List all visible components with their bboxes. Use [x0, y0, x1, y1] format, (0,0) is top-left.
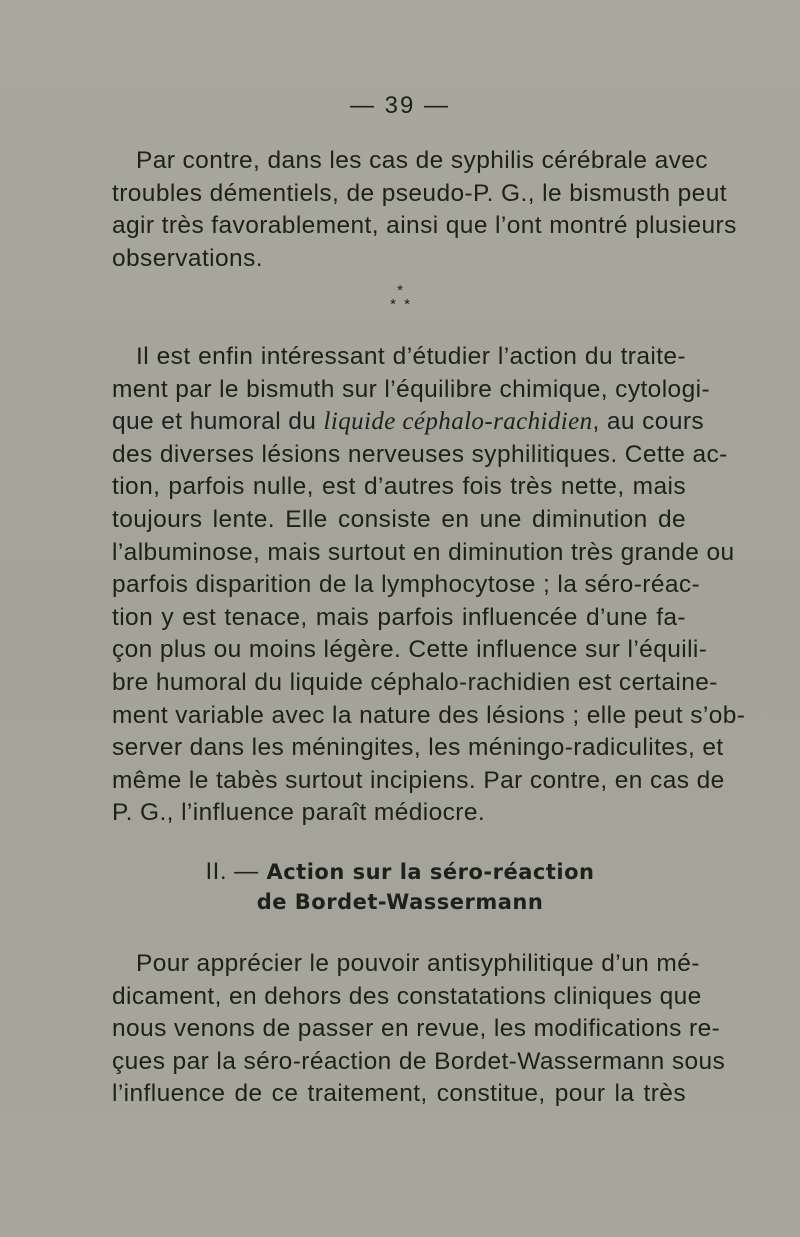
text-line: server dans les méningites, les méningo-radiculites, et — [112, 734, 724, 762]
section-heading — [0, 858, 800, 886]
text-line: Par contre, dans les cas de syphilis cérébrale avec — [136, 147, 708, 174]
text-line: des diverses lésions nerveuses syphilitiques. Cette ac- — [112, 440, 728, 468]
text-line: ment variable avec la nature des lésions ; elle peut s’ob- — [112, 701, 746, 729]
text-line: tion, parfois nulle, est d’autres fois très nette, mais — [112, 473, 686, 501]
text-line: l’albuminose, mais surtout en diminution très grande ou — [112, 538, 735, 566]
section-number: II. — — [205, 858, 259, 885]
text-line: l’influence de ce traitement, constitue, pour la très — [112, 1080, 686, 1108]
text-line: ment par le bismuth sur l’équilibre chimique, cytologi- — [112, 375, 711, 403]
paragraph-liquide-cephalo-rachidien — [112, 341, 746, 830]
text-line: çon plus ou moins légère. Cette influence sur l’équili- — [112, 636, 708, 664]
section-title-line2: de Bordet-Wassermann — [256, 890, 544, 914]
text-line: Pour apprécier le pouvoir antisyphilitique d’un mé- — [136, 950, 700, 977]
asterism-bottom: * * — [390, 296, 410, 313]
text-line-with-italic — [112, 406, 705, 439]
text-line: bre humoral du liquide céphalo-rachidien est certaine- — [112, 668, 718, 696]
text-line: nous venons de passer en revue, les modifications re- — [112, 1015, 721, 1043]
asterism-top: * — [397, 282, 403, 299]
text-fragment: que et humoral du — [112, 408, 324, 436]
text-line: çues par la séro-réaction de Bordet-Wassermann sous — [112, 1047, 726, 1075]
text-line: troubles démentiels, de pseudo-P. G., le bismusth peut — [112, 179, 727, 207]
asterism-separator — [0, 284, 800, 312]
text-fragment: , au cours — [592, 408, 705, 436]
text-line: tion y est tenace, mais parfois influencée d’une fa- — [112, 603, 686, 631]
section-heading-line2 — [0, 890, 800, 914]
text-line: observations. — [112, 244, 263, 272]
text-line: P. G., l’influence paraît médiocre. — [112, 799, 486, 827]
text-line: Il est enfin intéressant d’étudier l’action du traite- — [136, 343, 686, 370]
text-line: agir très favorablement, ainsi que l’ont montré plusieurs — [112, 212, 737, 240]
section-title-line1: Action sur la séro-réaction — [266, 860, 595, 884]
italic-term: liquide céphalo-rachidien — [323, 408, 593, 436]
text-line: même le tabès surtout incipiens. Par contre, en cas de — [112, 766, 725, 794]
text-line: parfois disparition de la lymphocytose ; la séro-réac- — [112, 571, 701, 599]
paragraph-seroreaction — [112, 948, 726, 1111]
page-number: — 39 — — [349, 92, 451, 119]
text-line: toujours lente. Elle consiste en une diminution de — [112, 505, 686, 533]
text-line: dicament, en dehors des constatations cliniques que — [112, 982, 702, 1010]
paragraph-syphilis-cerebrale — [112, 145, 737, 275]
